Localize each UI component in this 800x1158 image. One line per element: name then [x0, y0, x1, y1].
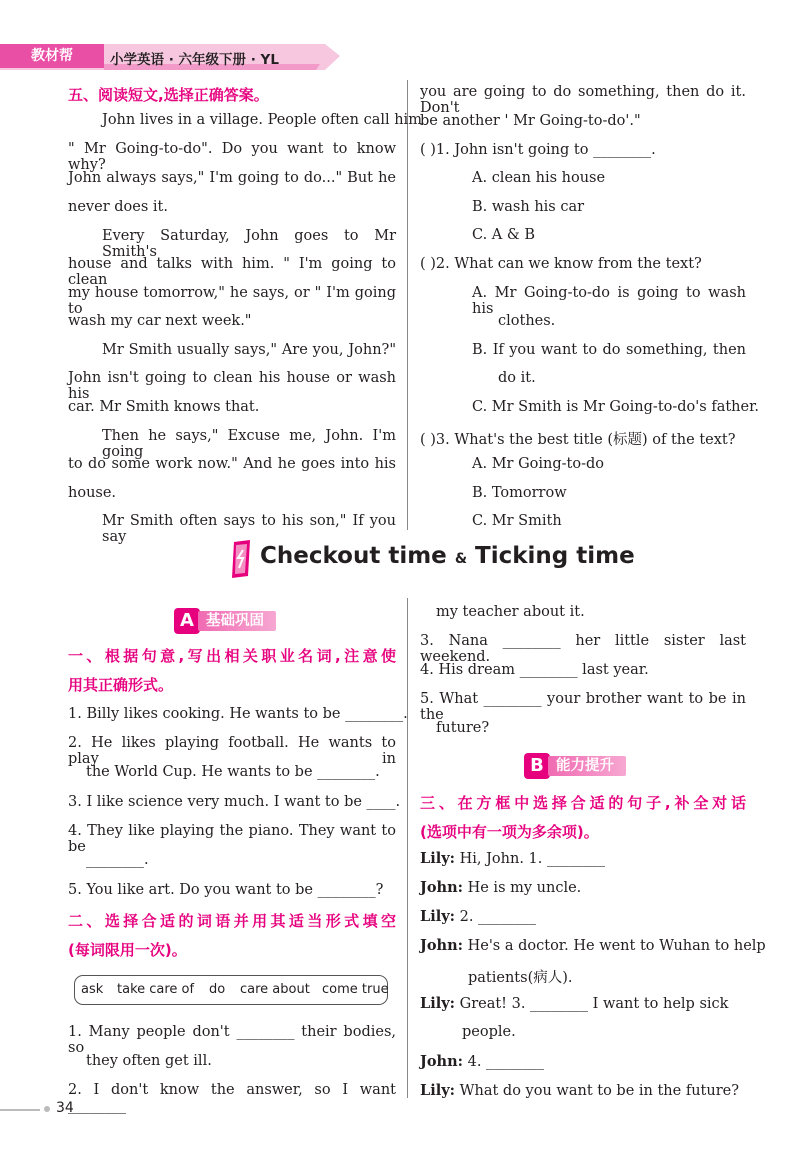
exercise-item: 4. They like playing the piano. They want to be [68, 823, 396, 855]
dialogue-text: He is my uncle. [467, 880, 582, 896]
passage-line: Every Saturday, John goes to Mr Smith's [102, 228, 396, 260]
exercise-2-heading-cont: (每词限用一次)。 [68, 941, 187, 959]
dialogue-text: He's a doctor. He went to Wuhan to help [467, 938, 766, 954]
column-divider-bottom [407, 598, 408, 1098]
passage-line: Mr Smith often says to his son," If you say [102, 513, 396, 545]
speaker-label: Lily: [420, 850, 455, 867]
answer-option: B. wash his car [472, 199, 585, 215]
passage-line: Then he says," Excuse me, John. I'm going [102, 428, 396, 460]
speaker-label: Lily: [420, 1082, 455, 1099]
exercise-item: 1. Billy likes cooking. He wants to be ________. [68, 706, 408, 722]
speaker-label: John: [420, 937, 463, 954]
section-b-letter: B [524, 753, 550, 779]
speaker-label: John: [420, 879, 463, 896]
passage-line: car. Mr Smith knows that. [68, 399, 260, 415]
word-bank-item: care about [240, 982, 310, 997]
passage-line: my house tomorrow," he says, or " I'm going to [68, 285, 396, 317]
answer-option: do it. [498, 370, 536, 386]
speaker-label: Lily: [420, 995, 455, 1012]
book-title: 小学英语 · 六年级下册 · YL [110, 52, 279, 68]
exercise-item: they often get ill. [86, 1053, 212, 1069]
exercise-item: 3. Nana ________ her little sister last weekend. [420, 633, 746, 665]
answer-option: B. If you want to do something, then [472, 342, 746, 358]
word-bank-item: do [209, 982, 226, 997]
answer-option: A. Mr Going-to-do is going to wash his [472, 285, 746, 317]
section-banner-title [260, 543, 635, 569]
dialogue-line [420, 995, 728, 1012]
passage-line: Mr Smith usually says," Are you, John?" [102, 342, 396, 358]
brand-logo: 教材帮 [0, 44, 104, 68]
exercise-1-heading: 一、根据句意,写出相关职业名词,注意使 [68, 647, 396, 665]
speaker-label: Lily: [420, 908, 455, 925]
answer-option: clothes. [498, 313, 556, 329]
exercise-item: the World Cup. He wants to be ________. [86, 764, 380, 780]
dialogue-text: Hi, John. 1. ________ [459, 851, 605, 867]
reading-heading: 五、阅读短文,选择正确答案。 [68, 86, 269, 104]
passage-line: you are going to do something, then do it. Don't [420, 84, 746, 116]
dialogue-text: Great! 3. ________ I want to help sick [459, 996, 729, 1012]
page-number: 34 [56, 1100, 74, 1116]
passage-line: John isn't going to clean his house or wash his [68, 370, 396, 402]
footer-dot [44, 1106, 50, 1112]
exercise-3-heading: 三、在方框中选择合适的句子,补全对话 [420, 794, 746, 812]
speaker-label: John: [420, 1053, 463, 1070]
exercise-item: 5. What ________ your brother want to be in the [420, 691, 746, 723]
passage-line: wash my car next week." [68, 313, 252, 329]
checkout-icon [230, 540, 252, 578]
passage-line: " Mr Going-to-do". Do you want to know why? [68, 141, 396, 173]
section-a-label: 基础巩固 [198, 611, 276, 631]
question-stem: ( )2. What can we know from the text? [420, 256, 702, 272]
exercise-item: 4. His dream ________ last year. [420, 662, 649, 678]
word-bank-box [74, 975, 388, 1005]
dialogue-line [420, 908, 536, 925]
passage-line: John always says," I'm going to do..." But he [68, 170, 396, 186]
exercise-1-heading-cont: 用其正确形式。 [68, 676, 174, 694]
question-stem: ( )3. What's the best title (标题) of the text? [420, 432, 736, 448]
exercise-2-heading: 二、选择合适的词语并用其适当形式填空 [68, 912, 396, 930]
passage-line: be another ' Mr Going-to-do'." [420, 113, 641, 129]
answer-option: A. clean his house [472, 170, 606, 186]
answer-option: A. Mr Going-to-do [472, 456, 605, 472]
dialogue-line [468, 966, 573, 987]
word-bank-item: ask [81, 982, 104, 997]
dialogue-text: 2. ________ [459, 909, 537, 925]
passage-line: never does it. [68, 199, 168, 215]
dialogue-line [420, 1082, 739, 1099]
dialogue-line [420, 879, 581, 896]
word-bank-item: take care of [117, 982, 195, 997]
answer-option: C. Mr Smith [472, 513, 562, 529]
section-b-badge [524, 753, 654, 779]
dialogue-line [462, 1024, 516, 1040]
banner-ampersand: & [454, 551, 468, 567]
section-a-badge [174, 608, 304, 634]
passage-line: to do some work now." And he goes into his [68, 456, 396, 472]
exercise-item: 2. I don't know the answer, so I want ________ [68, 1082, 396, 1114]
passage-line: John lives in a village. People often call him [102, 112, 422, 128]
dialogue-line [420, 850, 605, 867]
word-bank-item: come true [322, 982, 389, 997]
banner-title-ticking: Ticking time [475, 543, 635, 569]
banner-title-checkout: Checkout time [260, 543, 447, 569]
dialogue-line [420, 1053, 544, 1070]
exercise-item: my teacher about it. [436, 604, 585, 620]
section-b-label: 能力提升 [548, 756, 626, 776]
question-stem: ( )1. John isn't going to ________. [420, 142, 656, 158]
answer-option: B. Tomorrow [472, 485, 567, 501]
passage-line: house. [68, 485, 117, 501]
exercise-item: 3. I like science very much. I want to be ____. [68, 794, 401, 810]
exercise-item: 1. Many people don't ________ their bodies, so [68, 1024, 396, 1056]
exercise-item: future? [436, 720, 490, 736]
dialogue-text: people. [462, 1024, 516, 1040]
exercise-3-heading-cont: (选项中有一项为多余项)。 [420, 823, 599, 841]
footer-rule [0, 1109, 40, 1111]
dialogue-text: patients(病人). [468, 970, 573, 986]
exercise-item: 5. You like art. Do you want to be ________? [68, 882, 384, 898]
passage-line: house and talks with him. " I'm going to clean [68, 256, 396, 288]
section-a-letter: A [174, 608, 200, 634]
column-divider-top [407, 80, 408, 530]
dialogue-text: What do you want to be in the future? [459, 1083, 739, 1099]
exercise-item: 2. He likes playing football. He wants to play in [68, 735, 396, 767]
exercise-item: ________. [86, 852, 149, 868]
answer-option: C. A & B [472, 227, 536, 243]
dialogue-line [420, 937, 766, 954]
dialogue-text: 4. ________ [467, 1054, 545, 1070]
answer-option: C. Mr Smith is Mr Going-to-do's father. [472, 399, 760, 415]
